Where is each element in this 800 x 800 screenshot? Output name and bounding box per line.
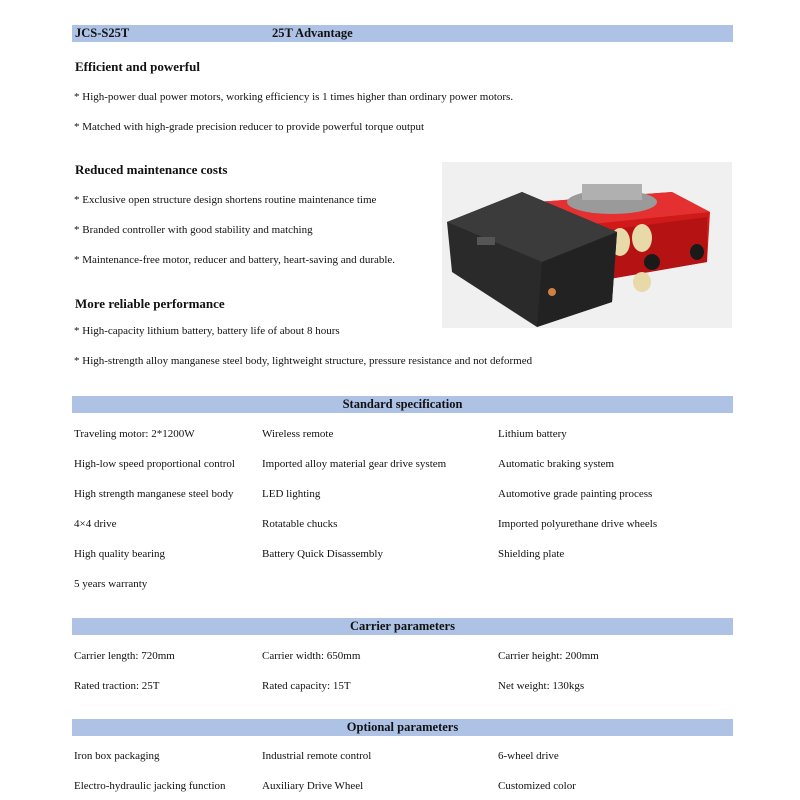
carrier-params-bar	[72, 618, 733, 635]
bullet-item: * Maintenance-free motor, reducer and battery, heart-saving and durable.	[74, 254, 396, 266]
option-cell: 6-wheel drive	[498, 750, 559, 762]
bullet-item: * High-capacity lithium battery, battery life of about 8 hours	[74, 325, 340, 337]
spec-cell: Battery Quick Disassembly	[262, 548, 383, 560]
optional-params-title: Optional parameters	[346, 720, 459, 734]
spec-cell: Wireless remote	[262, 428, 334, 440]
option-cell: Industrial remote control	[262, 750, 372, 762]
spec-cell: Traveling motor: 2*1200W	[74, 428, 195, 440]
standard-spec-title: Standard specification	[342, 397, 463, 411]
bullet-item: * High-power dual power motors, working efficiency is 1 times higher than ordinary power motors.	[74, 91, 514, 103]
model-name: JCS-S25T	[75, 26, 130, 40]
spec-cell: High-low speed proportional control	[74, 458, 235, 470]
bullet-item: * Matched with high-grade precision reducer to provide powerful torque output	[74, 121, 425, 133]
optional-params-bar	[72, 719, 733, 736]
section-heading-maintenance: Reduced maintenance costs	[75, 162, 228, 177]
product-photo	[442, 162, 732, 328]
option-cell: Auxiliary Drive Wheel	[262, 780, 364, 792]
spec-cell: 4×4 drive	[74, 518, 117, 530]
param-cell: Carrier length: 720mm	[74, 650, 175, 662]
spec-cell: LED lighting	[262, 488, 321, 500]
param-cell: Net weight: 130kgs	[498, 680, 585, 692]
spec-cell: High quality bearing	[74, 548, 166, 560]
carrier-illustration	[442, 162, 732, 328]
header-bar	[72, 25, 733, 42]
spec-cell: Automatic braking system	[498, 458, 615, 470]
spec-cell: High strength manganese steel body	[74, 488, 234, 500]
section-heading-efficient: Efficient and powerful	[75, 59, 200, 74]
spec-cell: Imported alloy material gear drive system	[262, 458, 447, 470]
standard-spec-bar	[72, 396, 733, 413]
param-cell: Rated capacity: 15T	[262, 680, 351, 692]
bullet-item: * Branded controller with good stability and matching	[74, 224, 313, 236]
spec-cell: Rotatable chucks	[262, 518, 338, 530]
header-title: 25T Advantage	[272, 26, 353, 40]
bullet-item: * Exclusive open structure design shortens routine maintenance time	[74, 194, 377, 206]
param-cell: Rated traction: 25T	[74, 680, 160, 692]
spec-cell: 5 years warranty	[74, 578, 148, 590]
spec-cell: Shielding plate	[498, 548, 565, 560]
section-heading-reliable: More reliable performance	[75, 296, 225, 311]
spec-cell: Lithium battery	[498, 428, 567, 440]
spec-cell: Automotive grade painting process	[498, 488, 653, 500]
option-cell: Electro-hydraulic jacking function	[74, 780, 226, 792]
spec-cell: Imported polyurethane drive wheels	[498, 518, 658, 530]
option-cell: Iron box packaging	[74, 750, 160, 762]
param-cell: Carrier width: 650mm	[262, 650, 361, 662]
bullet-item: * High-strength alloy manganese steel body, lightweight structure, pressure resistance and not deformed	[74, 355, 533, 367]
param-cell: Carrier height: 200mm	[498, 650, 599, 662]
option-cell: Customized color	[498, 780, 576, 792]
carrier-params-title: Carrier parameters	[350, 619, 455, 633]
